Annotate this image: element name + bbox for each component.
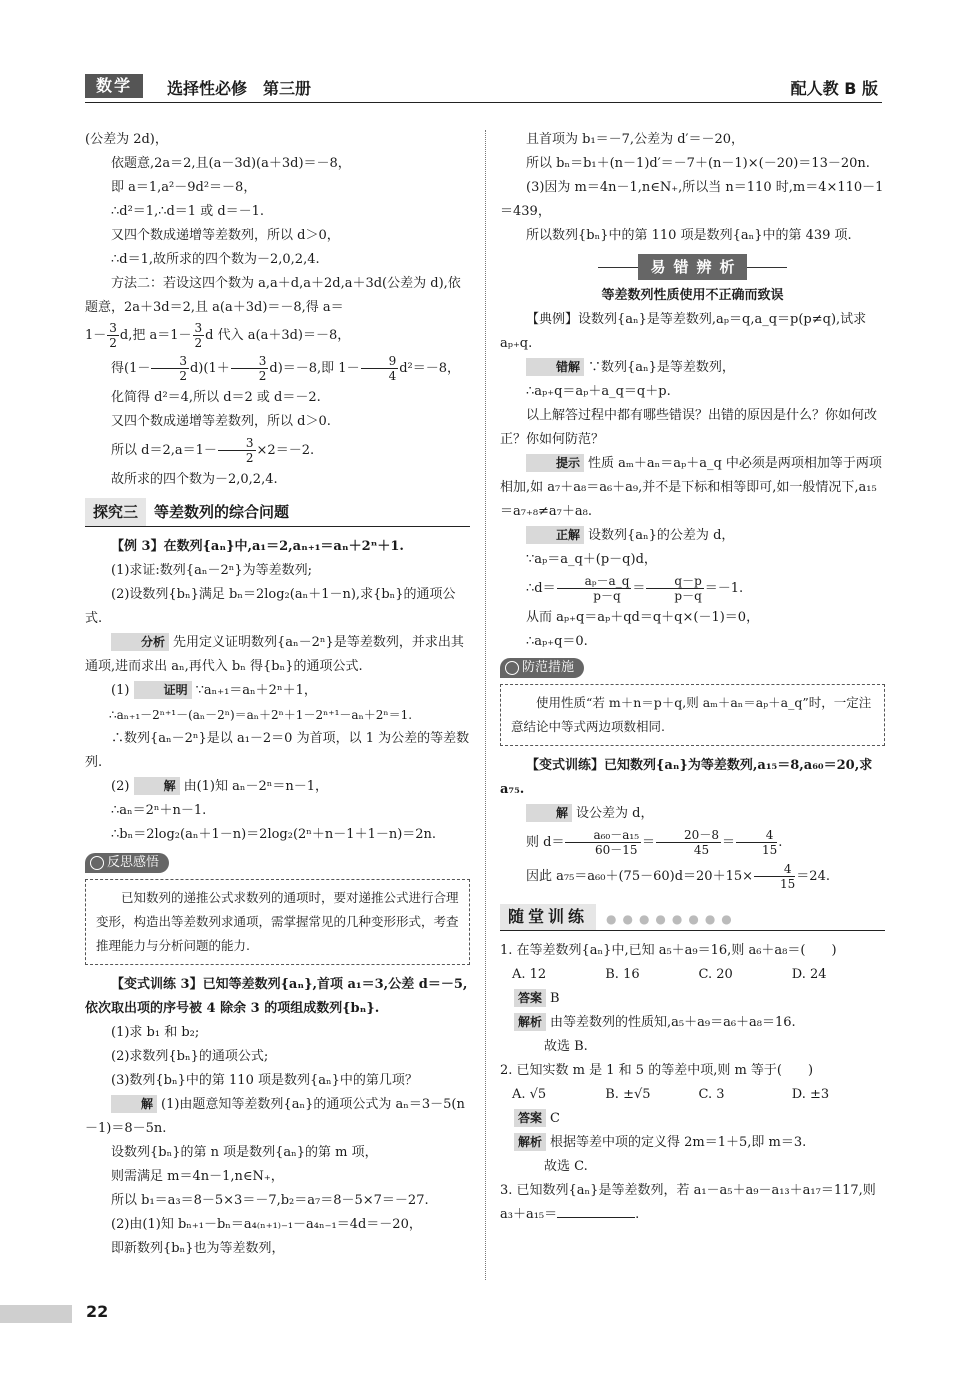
text-line: ∵aₚ＝a_q＋(p－q)d，	[526, 552, 657, 567]
text-line: 以上解答过程中都有哪些错误？出错的原因是什么？你如何改正？你如何防范？	[500, 408, 878, 447]
explanation-1: 解析 由等差数列的性质知,a₅＋a₉＝a₆＋a₈＝16.	[500, 1011, 885, 1035]
edition-label: 配人教 B 版	[790, 79, 878, 98]
footer-bar	[0, 1305, 72, 1323]
text-line: 即 a＝1,a²－9d²＝－8，	[111, 180, 257, 195]
exercise-title: 【变式训练 3】已知等差数列{aₙ},首项 a₁＝3,公差 d＝－5,依次取出项的序号被 4 除余 3 的项组成数列{bₙ}.	[85, 977, 468, 1016]
text-line: 化简得 d²＝4,所以 d＝2 或 d＝－2.	[111, 390, 321, 405]
text-line: 设数列{bₙ}的第 n 项是数列{aₙ}的第 m 项，	[111, 1145, 378, 1160]
tag-wrong: 错解	[526, 358, 584, 376]
note-title: 反思感悟	[85, 853, 169, 873]
text-line: 错解 ∵数列{aₙ}是等差数列，	[500, 356, 885, 380]
text-line: 正解 设数列{aₙ}的公差为 d，	[500, 524, 885, 548]
text-line: (2)由(1)知 bₙ₊₁－bₙ＝a₄₍ₙ₊₁₎₋₁－a₄ₙ₋₁＝4d＝－20，	[111, 1217, 422, 1232]
formula-line: 因此 a₇₅＝a₆₀＋(75－60)d＝20＋15× $\frac{4}{15}$ ＝24.	[526, 862, 830, 891]
text-line: 解 (1)由题意知等差数列{aₙ}的通项公式为 aₙ＝3－5(n－1)＝8－5n.	[85, 1097, 465, 1136]
text-line: ∴数列{aₙ－2ⁿ}是以 a₁－2＝0 为首项，以 1 为公差的等差数列.	[85, 731, 470, 770]
text-line: ∴aₙ＝2ⁿ＋n－1.	[111, 803, 207, 818]
text-line: (2) 解 由(1)知 aₙ－2ⁿ＝n－1，	[111, 779, 329, 794]
text-line: 【典例】设数列{aₙ}是等差数列,aₚ＝q,a_q＝p(p≠q),试求 aₚ₊q.	[500, 312, 867, 351]
text-line: 从而 aₚ₊q＝aₚ＋qd＝q＋q×(－1)＝0，	[526, 610, 760, 625]
example-title: 【例 3】在数列{aₙ}中,a₁＝2,aₙ₊₁＝aₙ＋2ⁿ＋1.	[111, 539, 404, 554]
tag-hint: 提示	[526, 454, 584, 472]
formula-line: ∴d＝ $\frac{\text{aₚ－a\_q}}{p-q}$ ＝ $\frac{q-p}{p-q}$ ＝－1.	[526, 574, 744, 603]
text-line: 故选 B.	[544, 1039, 588, 1054]
pencil-icon	[505, 661, 519, 675]
text-line: 又四个数成递增等差数列，所以 d＞0.	[111, 414, 331, 429]
tag-solution: 解	[526, 804, 572, 822]
text-line: (公差为 2d)，	[85, 132, 168, 147]
tag-correct: 正解	[526, 526, 584, 544]
reflection-note: 已知数列的递推公式求数列的通项时，要对递推公式进行合理变形，构造出等差数列求通项，需掌握常见的几种变形形式，考查推理能力与分析问题的能力.	[85, 879, 470, 965]
text-line: ∴d＝1,故所求的四个数为－2,0,2,4.	[111, 252, 320, 267]
text-line: ∴bₙ＝2log₂(aₙ＋1－n)＝2log₂(2ⁿ＋n－1＋1－n)＝2n.	[111, 827, 437, 842]
tag-analysis: 分析	[111, 633, 169, 651]
question-1: 1. 在等差数列{aₙ}中,已知 a₅＋a₉＝16,则 a₆＋a₈＝( )	[500, 943, 837, 958]
text-line: 则需满足 m＝4n－1,n∈N₊，	[111, 1169, 284, 1184]
text-line: 依题意,2a＝2,且(a－3d)(a＋3d)＝－8，	[111, 156, 351, 171]
options-1: A. 12 B. 16 C. 20 D. 24	[512, 967, 827, 982]
section-label: 探究三	[85, 498, 146, 526]
text-line: 提示 性质 aₘ＋aₙ＝aₚ＋a_q 中必须是两项相加等于两项相加,如 a₇＋a₈＝a₆＋a₉,并不是下标和相等即可,如一般情况下,a₁₅＝a₇₊₈≠a₇＋a₈.	[500, 456, 882, 519]
text-line: 且首项为 b₁＝－7,公差为 d′＝－20，	[526, 132, 745, 147]
pencil-icon	[90, 856, 104, 870]
formula-line: 1－ $\frac{3}{2}$ d,把 a＝1－ $\frac{3}{2}$ d 代入 a(a＋3d)＝－8，	[85, 321, 351, 350]
text-line: (2)设数列{bₙ}满足 bₙ＝2log₂(aₙ＋1－n),求{bₙ}的通项公式.	[85, 587, 456, 626]
text-line: 方法二：若设这四个数为 a,a＋d,a＋2d,a＋3d(公差为 d),依题意，2a＋3d＝2,且 a(a＋3d)＝－8,得 a＝	[85, 276, 461, 315]
section-title: 等差数列的综合问题	[154, 503, 290, 521]
text-line: (1)求 b₁ 和 b₂;	[111, 1025, 200, 1040]
text-line: 故所求的四个数为－2,0,2,4.	[111, 472, 278, 487]
formula-line: 则 d＝ $\frac{\text{a₆₀－a₁₅}}{60-15}$ ＝ $\frac{20-8}{45}$ ＝ $\frac{4}{15}$ .	[526, 828, 783, 857]
answer-1: 答案 B	[500, 987, 885, 1011]
left-column	[85, 128, 470, 1261]
text-line: 所以 bₙ＝b₁＋(n－1)d′＝－7＋(n－1)×(－20)＝13－20n.	[526, 156, 870, 171]
error-analysis-subtitle: 等差数列性质使用不正确而致误	[601, 288, 784, 303]
question-2: 2. 已知实数 m 是 1 和 5 的等差中项,则 m 等于( )	[500, 1063, 814, 1078]
decorative-dots: ●●●●●●●●	[606, 911, 738, 926]
tag-solution: 解	[111, 1095, 157, 1113]
page-number: 22	[86, 1302, 109, 1321]
text-line: (2)求数列{bₙ}的通项公式;	[111, 1049, 269, 1064]
prevention-note: 使用性质“若 m＋n＝p＋q,则 aₘ＋aₙ＝aₚ＋a_q”时，一定注意结论中等式两边项数相同.	[500, 684, 885, 746]
formula-line: 得(1－ $\frac{3}{2}$ d)(1＋ $\frac{3}{2}$ d)＝－8,即 1－ $\frac{9}{4}$ d²＝－8，	[111, 354, 461, 383]
book-title: 选择性必修 第三册	[167, 79, 312, 98]
page-header	[85, 72, 882, 103]
tag-solution: 解	[134, 777, 180, 795]
analysis: 分析 先用定义证明数列{aₙ－2ⁿ}是等差数列，并求出其通项,进而求出 aₙ,再代入 bₙ 得{bₙ}的通项公式.	[85, 635, 464, 674]
text-line: 所以 b₁＝a₃＝8－5×3＝－7,b₂＝a₇＝8－5×7＝－27.	[111, 1193, 429, 1208]
error-analysis-banner: 易错辨析	[500, 254, 885, 280]
text-line: 所以数列{bₙ}中的第 110 项是数列{aₙ}中的第 439 项.	[526, 228, 852, 243]
subject-label: 数学	[85, 74, 143, 98]
text-line: ∴aₙ₊₁－2ⁿ⁺¹－(aₙ－2ⁿ)＝aₙ＋2ⁿ＋1－2ⁿ⁺¹－aₙ＋2ⁿ＝1.	[109, 708, 413, 722]
practice-heading: 随堂训练 ●●●●●●●●	[500, 904, 885, 931]
right-column	[500, 128, 885, 1227]
answer-blank[interactable]	[557, 1217, 635, 1218]
tag-proof: 证明	[134, 681, 192, 699]
text-line: 又四个数成递增等差数列，所以 d＞0，	[111, 228, 340, 243]
text-line: (1)求证:数列{aₙ－2ⁿ}为等差数列;	[111, 563, 312, 578]
note-title: 防范措施	[500, 658, 584, 678]
text-line: ∴aₚ₊q＝aₚ＋a_q＝q＋p.	[526, 384, 671, 399]
text-line: (3)数列{bₙ}中的第 110 项是数列{aₙ}中的第几项？	[111, 1073, 418, 1088]
exercise-title: 【变式训练】已知数列{aₙ}为等差数列,a₁₅＝8,a₆₀＝20,求 a₇₅.	[500, 758, 873, 797]
formula-line: 所以 d＝2,a＝1－ $\frac{3}{2}$ ×2＝－2.	[111, 436, 315, 465]
text-line: ∴aₚ₊q＝0.	[526, 634, 588, 649]
column-divider	[485, 130, 486, 1280]
text-line: (1) 证明 ∵aₙ₊₁＝aₙ＋2ⁿ＋1，	[111, 683, 317, 698]
text-line: 解 设公差为 d，	[500, 802, 885, 826]
options-2: A. √5 B. ±√5 C. 3 D. ±3	[512, 1087, 830, 1102]
answer-2: 答案 C	[500, 1107, 885, 1131]
explanation-2: 解析 根据等差中项的定义得 2m＝1＋5,即 m＝3.	[500, 1131, 885, 1155]
section-heading	[85, 498, 470, 527]
text-line: ∴d²＝1,∴d＝1 或 d＝－1.	[111, 204, 265, 219]
question-3: 3. 已知数列{aₙ}是等差数列，若 a₁－a₅＋a₉－a₁₃＋a₁₇＝117,则 a₃＋a₁₅＝ .	[500, 1183, 876, 1222]
text-line: (3)因为 m＝4n－1,n∈N₊,所以当 n＝110 时,m＝4×110－1＝439，	[500, 180, 884, 219]
text-line: 故选 C.	[544, 1159, 588, 1174]
text-line: 即新数列{bₙ}也为等差数列，	[111, 1241, 285, 1256]
